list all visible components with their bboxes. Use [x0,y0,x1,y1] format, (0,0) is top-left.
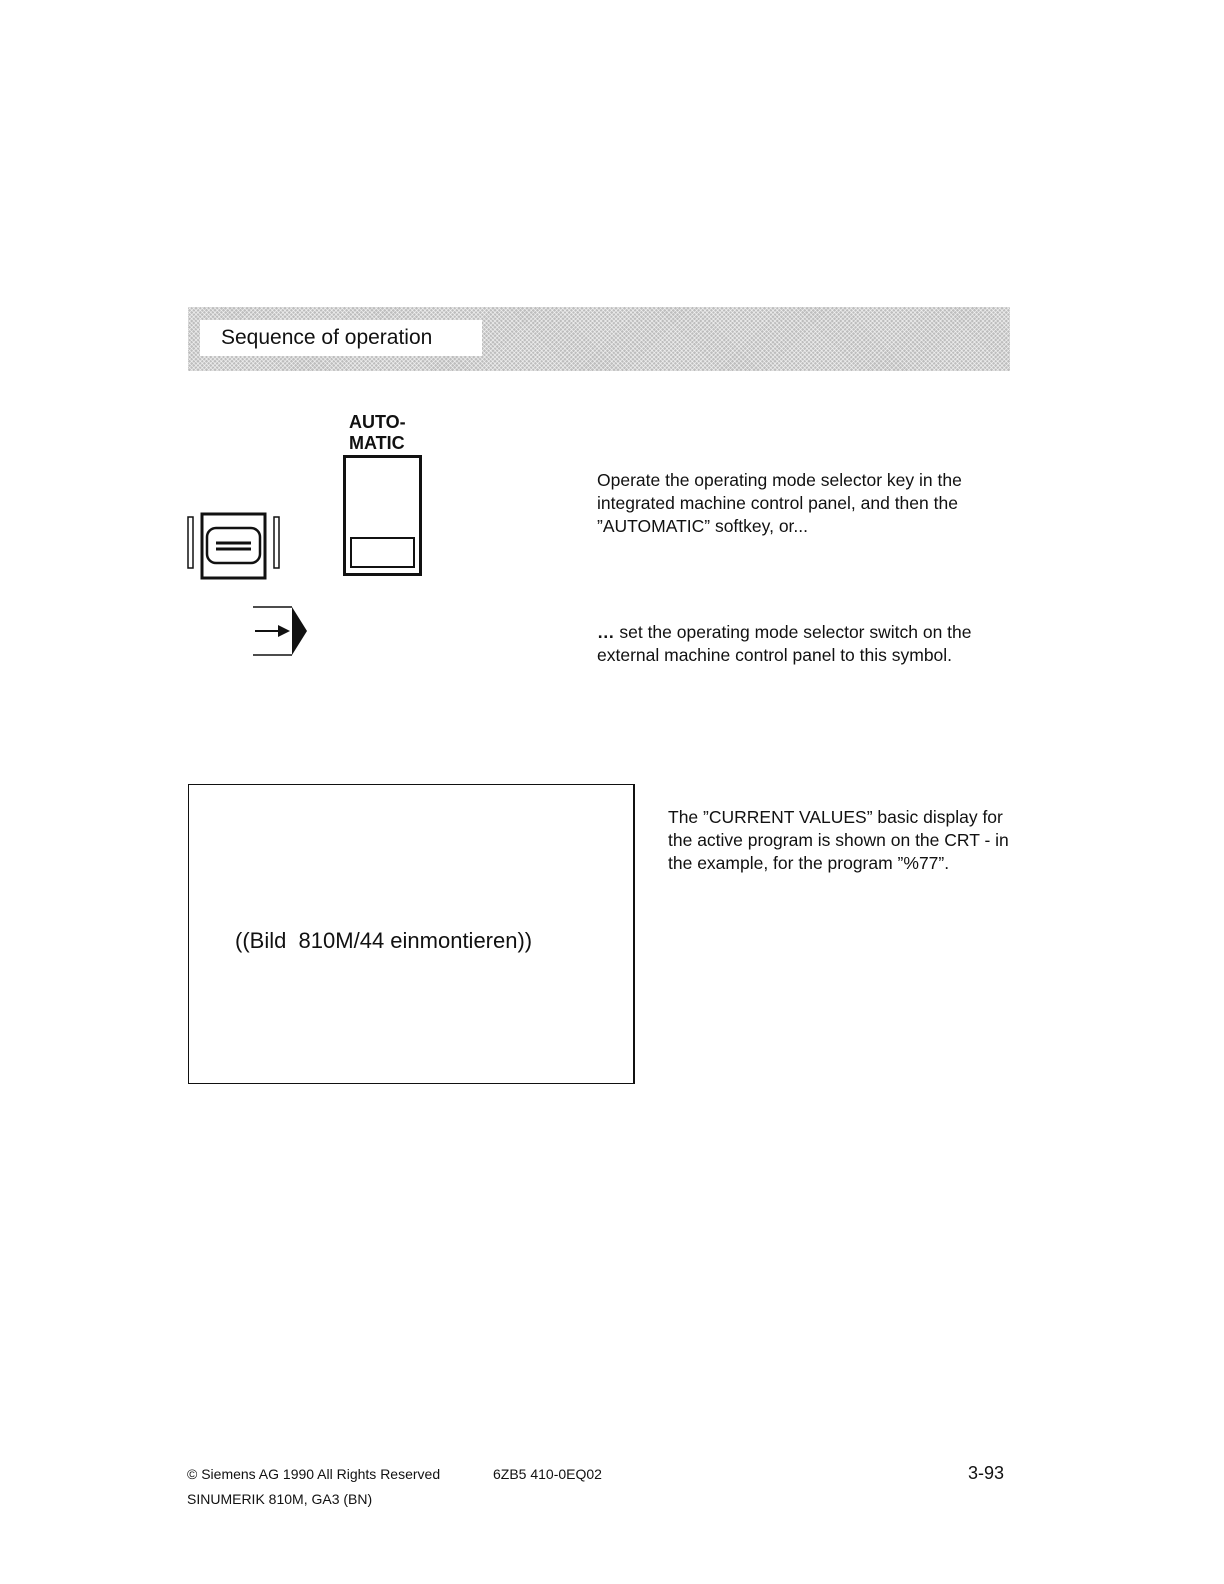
step-text-switch: … set the operating mode selector switch on the external machine control panel to this symbol. [597,622,972,665]
section-banner [188,307,1010,371]
automatic-softkey [343,455,422,576]
step-text-softkey: Operate the operating mode selector key in the integrated machine control panel, and then the ”AUTOMATIC” softkey, or... [597,470,962,536]
footer-product: SINUMERIK 810M, GA3 (BN) [187,1491,373,1507]
figure-placeholder-box [188,784,635,1084]
footer-copyright: © Siemens AG 1990 All Rights Reserved [187,1466,441,1482]
step-text-display: The ”CURRENT VALUES” basic display for the active program is shown on the CRT - in the example, for the program ”%77”. [668,807,1009,873]
automatic-softkey-indicator [350,537,415,568]
automatic-key-label: AUTO- MATIC [349,412,406,453]
automatic-mode-arrow-icon [252,606,312,663]
page-number: 3-93 [968,1463,1005,1483]
figure-placeholder-text: ((Bild 810M/44 einmontieren)) [235,928,533,953]
ellipsis: … [597,622,615,642]
crt-screen-icon [186,512,286,587]
section-title: Sequence of operation [200,320,482,356]
footer-order-number: 6ZB5 410-0EQ02 [493,1466,602,1482]
